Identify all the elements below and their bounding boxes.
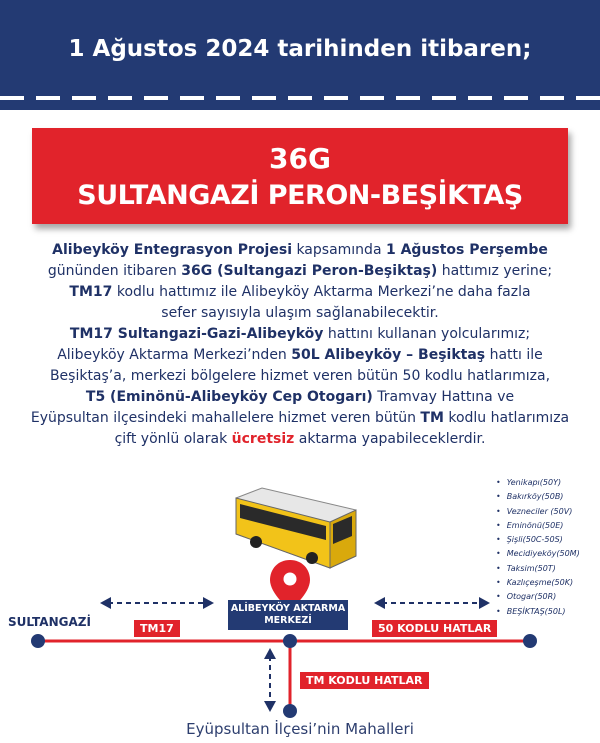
text: kodlu hatlarımıza bbox=[443, 410, 570, 426]
50-lines-tag: 50 KODLU HATLAR bbox=[372, 620, 497, 637]
hub-label-line2: MERKEZİ bbox=[264, 615, 312, 626]
text: kapsamında bbox=[292, 242, 386, 258]
tm17-tag: TM17 bbox=[134, 620, 180, 637]
sultangazi-label: SULTANGAZİ bbox=[8, 615, 91, 629]
list-item: • Vezneciler (50V) bbox=[496, 505, 600, 519]
arrowhead-up-icon bbox=[264, 648, 276, 659]
text: Tramvay Hattına ve bbox=[372, 389, 515, 405]
text: hattımız yerine; bbox=[437, 263, 553, 279]
text-bold: Alibeyköy Entegrasyon Projesi bbox=[52, 242, 292, 258]
text: Alibeyköy Aktarma Merkezi’nden bbox=[57, 347, 292, 363]
station-dot-hub bbox=[283, 634, 297, 648]
arrowhead-down-icon bbox=[264, 701, 276, 712]
list-item: • Mecidiyeköy(50M) bbox=[496, 547, 600, 561]
text: hattını kullanan yolcularımız; bbox=[323, 326, 531, 342]
text-highlight: ücretsiz bbox=[231, 431, 295, 447]
bus-icon bbox=[236, 488, 356, 568]
list-item: • Taksim(50T) bbox=[496, 562, 600, 576]
text-bold: T5 (Eminönü-Alibeyköy Cep Otogarı) bbox=[85, 389, 373, 405]
text: çift yönlü olarak bbox=[114, 431, 232, 447]
hub-label-line1: ALİBEYKÖY AKTARMA bbox=[230, 603, 346, 614]
stop-list bbox=[496, 476, 600, 619]
header-banner bbox=[0, 0, 600, 110]
route-code: 36G bbox=[269, 142, 331, 175]
arrowhead-left-icon bbox=[374, 597, 385, 609]
text: sefer sayısıyla ulaşım sağlanabilecektir. bbox=[161, 305, 439, 321]
text-bold: 1 Ağustos Perşembe bbox=[385, 242, 548, 258]
arrowhead-right-icon bbox=[203, 597, 214, 609]
hub-label-box bbox=[228, 600, 348, 630]
list-item: • Eminönü(50E) bbox=[496, 519, 600, 533]
text: gününden itibaren bbox=[47, 263, 182, 279]
text: Eyüpsultan ilçesindeki mahallelere hizmet veren bütün bbox=[30, 410, 421, 426]
station-dot-50-lines bbox=[523, 634, 537, 648]
text-bold: TM bbox=[420, 410, 444, 426]
list-item: • Yenikapı(50Y) bbox=[496, 476, 600, 490]
list-item: • BEŞİKTAŞ(50L) bbox=[496, 605, 600, 619]
route-name: SULTANGAZİ PERON-BEŞİKTAŞ bbox=[77, 180, 523, 211]
arrowhead-right-icon bbox=[479, 597, 490, 609]
arrowhead-left-icon bbox=[100, 597, 111, 609]
text: hattı ile bbox=[485, 347, 543, 363]
eyupsultan-label: Eyüpsultan İlçesi’nin Mahalleri bbox=[186, 720, 414, 738]
text: aktarma yapabileceklerdir. bbox=[294, 431, 486, 447]
station-dot-eyupsultan bbox=[283, 704, 297, 718]
announcement-text bbox=[6, 240, 594, 450]
text: Beşiktaş’a, merkezi bölgelere hizmet veren bütün 50 kodlu hatlarımıza, bbox=[49, 368, 551, 384]
list-item: • Şişli(50C-50S) bbox=[496, 533, 600, 547]
text-bold: TM17 Sultangazi-Gazi-Alibeyköy bbox=[69, 326, 324, 342]
header-title: 1 Ağustos 2024 tarihinden itibaren; bbox=[68, 36, 532, 62]
text-bold: 50L Alibeyköy – Beşiktaş bbox=[291, 347, 486, 363]
text: kodlu hattımız ile Alibeyköy Aktarma Merkezi’ne daha fazla bbox=[112, 284, 531, 300]
dashed-road-divider bbox=[0, 96, 600, 100]
text-bold: TM17 bbox=[69, 284, 113, 300]
list-item: • Otogar(50R) bbox=[496, 590, 600, 604]
list-item: • Kazlıçeşme(50K) bbox=[496, 576, 600, 590]
route-title-box bbox=[32, 128, 568, 224]
tm-lines-tag: TM KODLU HATLAR bbox=[300, 672, 429, 689]
text-bold: 36G (Sultangazi Peron-Beşiktaş) bbox=[181, 263, 438, 279]
list-item: • Bakırköy(50B) bbox=[496, 490, 600, 504]
station-dot-sultangazi bbox=[31, 634, 45, 648]
